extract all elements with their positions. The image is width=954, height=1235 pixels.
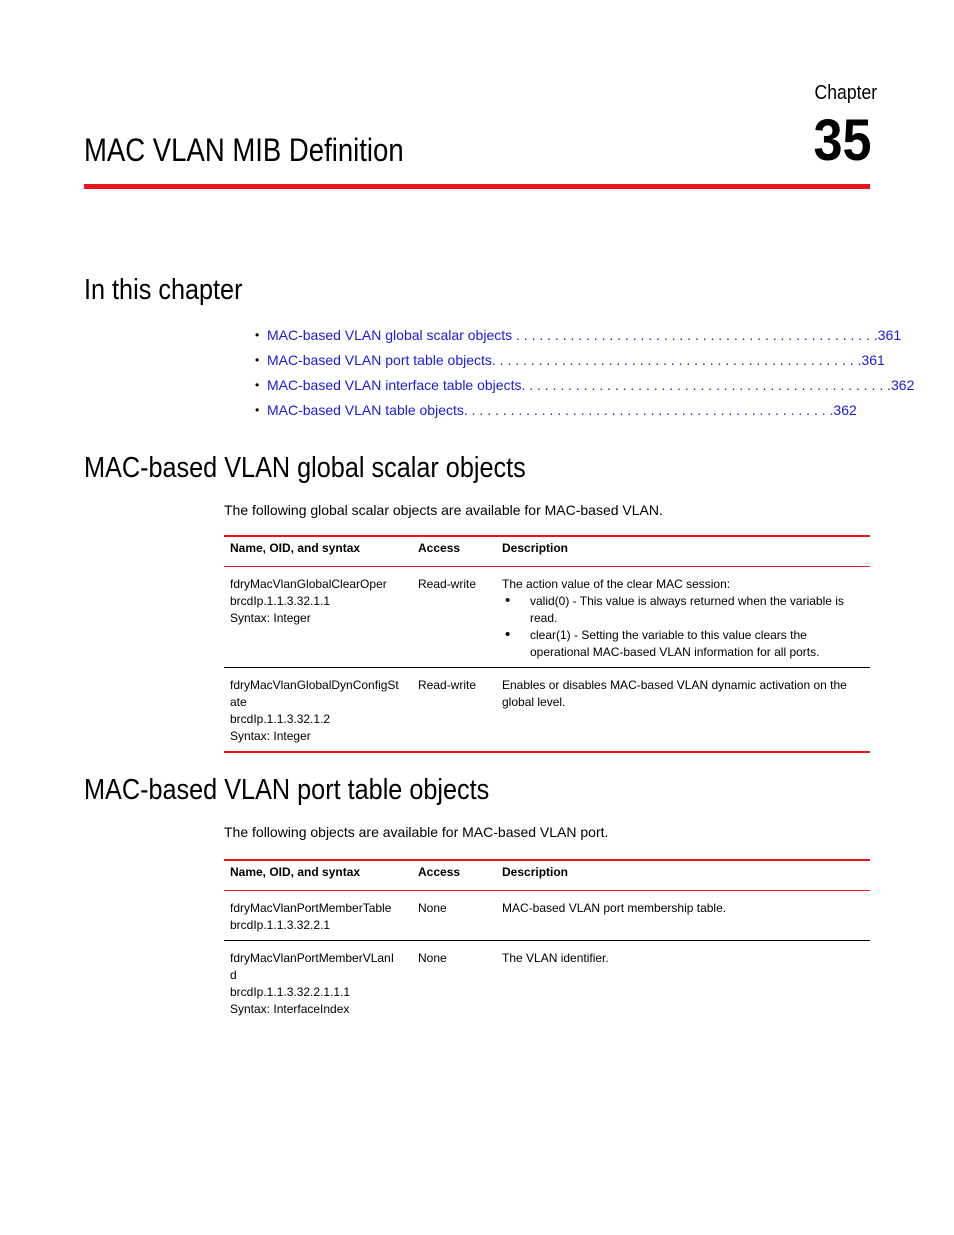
description-cell: MAC-based VLAN port membership table. (496, 891, 870, 941)
object-oid: brcdIp.1.1.3.32.1.2 (230, 712, 331, 726)
table-header-row (224, 536, 870, 567)
access-cell: None (412, 891, 496, 941)
object-oid: brcdIp.1.1.3.32.2.1 (230, 918, 331, 932)
chapter-label: Chapter (814, 82, 877, 104)
toc-link-port-table[interactable]: MAC-based VLAN port table objects . . . . . . . . . . . . . . . . . . . . . . . . . . . . . . . . . . . . . . . . . . . . . . . . 361 (267, 351, 885, 368)
object-name: fdryMacVlanPortMemberTable (230, 901, 392, 915)
section-heading-port-table: MAC-based VLAN port table objects (84, 774, 490, 806)
section-intro: The following global scalar objects are available for MAC-based VLAN. (224, 502, 663, 518)
description-cell: The VLAN identifier. (502, 951, 609, 965)
chapter-rule (84, 184, 870, 189)
access-cell: Read-write (412, 668, 496, 753)
column-header: Description (496, 536, 870, 567)
toc-link-global-scalar[interactable]: MAC-based VLAN global scalar objects . . . . . . . . . . . . . . . . . . . . . . . . . . . . . . . . . . . . . . . . . . . . . . . 361 (267, 326, 902, 343)
name-cell (224, 668, 412, 753)
table-row (224, 891, 870, 941)
chapter-number: 35 (813, 108, 872, 173)
chapter-title: MAC VLAN MIB Definition (84, 132, 404, 168)
name-cell (224, 567, 412, 668)
column-header: Name, OID, and syntax (224, 536, 412, 567)
toc-link-interface-table[interactable]: MAC-based VLAN interface table objects . . . . . . . . . . . . . . . . . . . . . . . . . . . . . . . . . . . . . . . . . . . . . . . . 362 (267, 376, 915, 393)
description-cell (496, 567, 870, 668)
object-name: fdryMacVlanGlobalClearOper (230, 577, 387, 591)
port-table (224, 859, 870, 1024)
section-intro: The following objects are available for MAC-based VLAN port. (224, 824, 609, 840)
object-syntax: Syntax: InterfaceIndex (230, 1002, 350, 1016)
toc-link-vlan-table[interactable]: MAC-based VLAN table objects . . . . . . . . . . . . . . . . . . . . . . . . . . . . . . . . . . . . . . . . . . . . . . . . 362 (267, 401, 857, 418)
toc-list (255, 322, 915, 422)
toc-item (255, 372, 915, 397)
table-row (224, 567, 870, 668)
object-oid: brcdIp.1.1.3.32.2.1.1.1 (230, 985, 351, 999)
section-heading-global-scalar: MAC-based VLAN global scalar objects (84, 452, 526, 484)
global-scalar-table (224, 535, 870, 753)
table-row (224, 668, 870, 753)
object-oid: brcdIp.1.1.3.32.1.1 (230, 594, 331, 608)
bullet-icon: • (255, 377, 260, 392)
object-syntax: Syntax: Integer (230, 729, 311, 743)
object-name: fdryMacVlanPortMemberVLanI (230, 951, 395, 965)
table-row (224, 941, 870, 1025)
object-name: fdryMacVlanGlobalDynConfigSt (230, 678, 399, 692)
description-cell: Enables or disables MAC-based VLAN dynamic activation on the global level. (496, 668, 870, 753)
list-item: • clear(1) - Setting the variable to this value clears the operational MAC-based VLAN information for all ports. (530, 627, 864, 661)
object-syntax: Syntax: Integer (230, 611, 311, 625)
bullet-icon: • (255, 402, 260, 417)
access-cell: None (418, 951, 447, 965)
column-header: Description (496, 860, 870, 891)
table-header-row (224, 860, 870, 891)
name-cell (224, 941, 412, 1025)
toc-item (255, 322, 902, 347)
access-cell: Read-write (412, 567, 496, 668)
bullet-icon: • (255, 352, 260, 367)
toc-heading: In this chapter (84, 274, 243, 306)
bullet-icon: • (255, 327, 260, 342)
object-name-wrap: d (230, 968, 237, 982)
toc-item (255, 397, 857, 422)
list-item: • valid(0) - This value is always returned when the variable is read. (530, 593, 864, 627)
description-text: The action value of the clear MAC session: (502, 577, 731, 591)
column-header: Access (412, 860, 496, 891)
column-header: Name, OID, and syntax (224, 860, 412, 891)
name-cell (224, 891, 412, 941)
description-bullets (502, 593, 864, 661)
column-header: Access (412, 536, 496, 567)
object-name-wrap: ate (230, 695, 247, 709)
toc-item (255, 347, 885, 372)
